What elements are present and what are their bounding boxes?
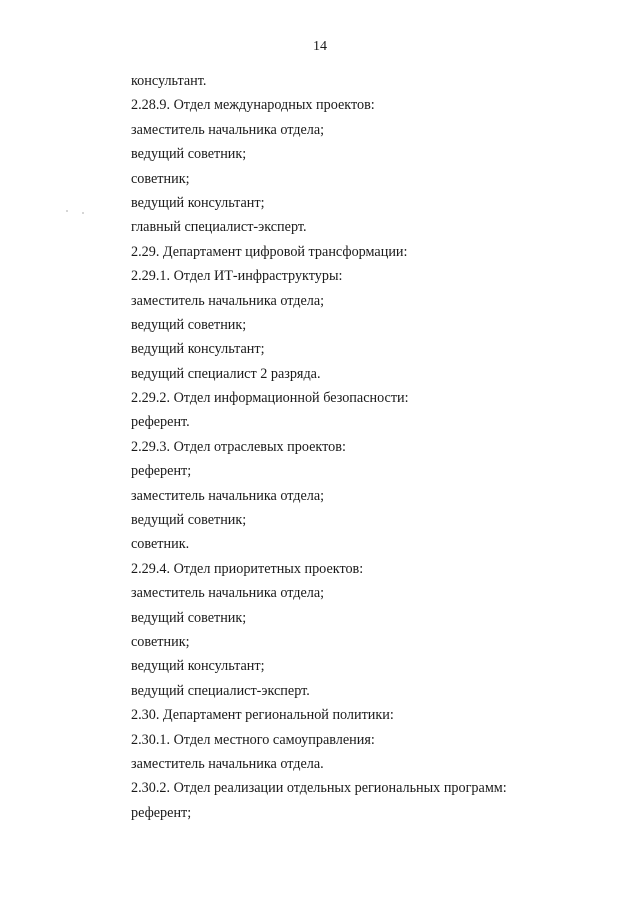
- text-line: советник;: [131, 170, 190, 187]
- text-line: ведущий специалист-эксперт.: [131, 682, 310, 699]
- text-line: заместитель начальника отдела.: [131, 755, 324, 772]
- section-heading: 2.30.1. Отдел местного самоуправления:: [131, 731, 375, 748]
- text-line: ведущий советник;: [131, 316, 247, 333]
- text-line: главный специалист-эксперт.: [131, 219, 307, 236]
- section-heading: 2.28.9. Отдел международных проектов:: [131, 97, 375, 114]
- text-line: ведущий советник;: [131, 609, 247, 626]
- scan-speck: [82, 212, 84, 214]
- section-heading: 2.29.4. Отдел приоритетных проектов:: [131, 560, 364, 577]
- text-line: референт;: [131, 463, 192, 480]
- text-line: ведущий специалист 2 разряда.: [131, 365, 321, 382]
- text-line: ведущий консультант;: [131, 194, 265, 211]
- text-line: ведущий консультант;: [131, 341, 265, 358]
- text-line: консультант.: [131, 73, 207, 89]
- text-line: референт.: [131, 414, 190, 431]
- section-heading: 2.29. Департамент цифровой трансформации:: [131, 243, 408, 260]
- section-heading: 2.29.1. Отдел ИТ-инфраструктуры:: [131, 268, 343, 285]
- text-line: советник;: [131, 633, 190, 650]
- text-line: заместитель начальника отдела;: [131, 585, 325, 602]
- document-body: [131, 69, 611, 825]
- text-line: ведущий консультант;: [131, 658, 265, 675]
- text-line: ведущий советник;: [131, 512, 247, 529]
- page-number: 14: [313, 39, 327, 54]
- section-heading: 2.29.3. Отдел отраслевых проектов:: [131, 438, 346, 455]
- text-line: заместитель начальника отдела;: [131, 292, 325, 309]
- section-heading: 2.30. Департамент региональной политики:: [131, 707, 394, 724]
- text-line: заместитель начальника отдела;: [131, 121, 325, 138]
- text-line: заместитель начальника отдела;: [131, 487, 325, 504]
- text-line: референт;: [131, 804, 192, 821]
- text-line: ведущий советник;: [131, 146, 247, 163]
- section-heading: 2.30.2. Отдел реализации отдельных региональных программ:: [131, 780, 507, 797]
- text-line: советник.: [131, 536, 190, 553]
- section-heading: 2.29.2. Отдел информационной безопасности:: [131, 390, 409, 407]
- scan-speck: [66, 210, 68, 212]
